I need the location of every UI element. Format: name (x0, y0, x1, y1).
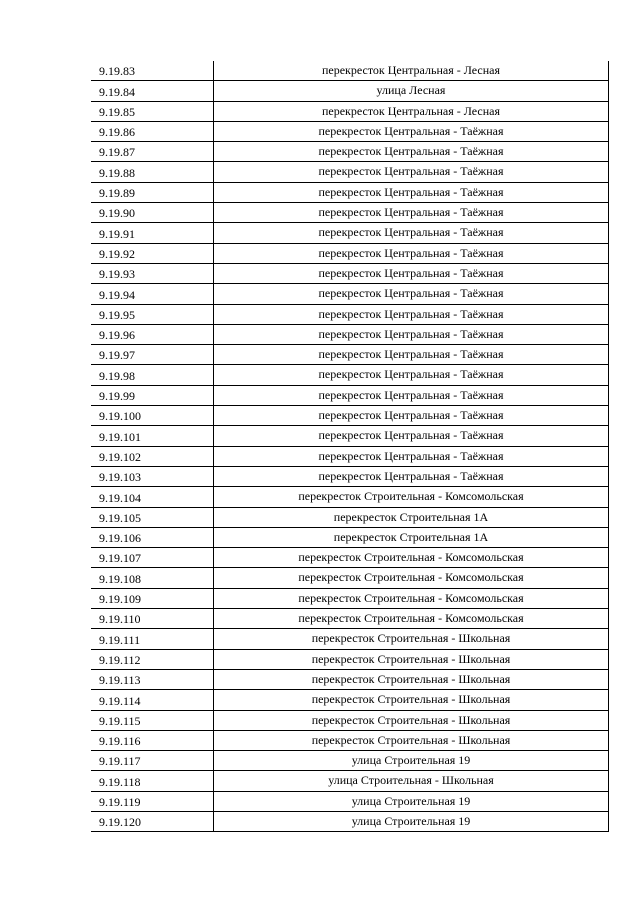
row-number-cell: 9.19.91 (91, 223, 214, 243)
location-cell: перекресток Центральная - Таёжная (214, 324, 609, 344)
table-row (91, 771, 609, 791)
location-cell: перекресток Строительная - Школьная (214, 649, 609, 669)
location-cell: перекресток Строительная - Школьная (214, 690, 609, 710)
row-number-cell: 9.19.95 (91, 304, 214, 324)
table-row (91, 121, 609, 141)
row-number-cell: 9.19.100 (91, 406, 214, 426)
location-cell: перекресток Строительная - Комсомольская (214, 487, 609, 507)
row-number-cell: 9.19.97 (91, 345, 214, 365)
row-number-cell: 9.19.94 (91, 284, 214, 304)
location-cell: перекресток Центральная - Таёжная (214, 162, 609, 182)
table-row (91, 345, 609, 365)
row-number-cell: 9.19.92 (91, 243, 214, 263)
row-number-cell: 9.19.85 (91, 101, 214, 121)
location-cell: перекресток Центральная - Лесная (214, 101, 609, 121)
location-cell: улица Строительная 19 (214, 811, 609, 831)
location-cell: перекресток Строительная - Комсомольская (214, 588, 609, 608)
table-row (91, 730, 609, 750)
row-number-cell: 9.19.108 (91, 568, 214, 588)
table-row (91, 81, 609, 101)
table-row (91, 142, 609, 162)
row-number-cell: 9.19.105 (91, 507, 214, 527)
location-cell: перекресток Строительная - Школьная (214, 730, 609, 750)
location-cell: перекресток Строительная 1А (214, 507, 609, 527)
table-row (91, 446, 609, 466)
row-number-cell: 9.19.101 (91, 426, 214, 446)
row-number-cell: 9.19.109 (91, 588, 214, 608)
table-row (91, 669, 609, 689)
row-number-cell: 9.19.104 (91, 487, 214, 507)
row-number-cell: 9.19.114 (91, 690, 214, 710)
location-cell: перекресток Центральная - Таёжная (214, 345, 609, 365)
location-cell: улица Строительная 19 (214, 751, 609, 771)
row-number-cell: 9.19.120 (91, 811, 214, 831)
row-number-cell: 9.19.112 (91, 649, 214, 669)
location-cell: перекресток Центральная - Таёжная (214, 121, 609, 141)
location-cell: перекресток Центральная - Таёжная (214, 243, 609, 263)
row-number-cell: 9.19.93 (91, 263, 214, 283)
location-cell: перекресток Строительная 1А (214, 527, 609, 547)
row-number-cell: 9.19.107 (91, 548, 214, 568)
location-cell: перекресток Центральная - Таёжная (214, 182, 609, 202)
row-number-cell: 9.19.111 (91, 629, 214, 649)
table-row (91, 324, 609, 344)
location-cell: перекресток Центральная - Таёжная (214, 406, 609, 426)
row-number-cell: 9.19.88 (91, 162, 214, 182)
location-cell: перекресток Строительная - Комсомольская (214, 609, 609, 629)
table-row (91, 487, 609, 507)
table-row (91, 304, 609, 324)
row-number-cell: 9.19.110 (91, 609, 214, 629)
row-number-cell: 9.19.99 (91, 385, 214, 405)
location-cell: перекресток Строительная - Школьная (214, 669, 609, 689)
table-row (91, 263, 609, 283)
location-cell: перекресток Центральная - Лесная (214, 61, 609, 81)
row-number-cell: 9.19.86 (91, 121, 214, 141)
location-cell: улица Лесная (214, 81, 609, 101)
row-number-cell: 9.19.96 (91, 324, 214, 344)
location-cell: перекресток Строительная - Комсомольская (214, 548, 609, 568)
location-cell: перекресток Центральная - Таёжная (214, 426, 609, 446)
table-row (91, 791, 609, 811)
location-cell: перекресток Центральная - Таёжная (214, 223, 609, 243)
row-number-cell: 9.19.116 (91, 730, 214, 750)
row-number-cell: 9.19.103 (91, 466, 214, 486)
row-number-cell: 9.19.87 (91, 142, 214, 162)
table-body (91, 61, 609, 832)
table-row (91, 527, 609, 547)
table-row (91, 385, 609, 405)
location-cell: перекресток Строительная - Школьная (214, 629, 609, 649)
row-number-cell: 9.19.117 (91, 751, 214, 771)
row-number-cell: 9.19.98 (91, 365, 214, 385)
row-number-cell: 9.19.115 (91, 710, 214, 730)
location-cell: перекресток Строительная - Школьная (214, 710, 609, 730)
location-cell: перекресток Строительная - Комсомольская (214, 568, 609, 588)
row-number-cell: 9.19.84 (91, 81, 214, 101)
location-cell: улица Строительная 19 (214, 791, 609, 811)
location-cell: перекресток Центральная - Таёжная (214, 365, 609, 385)
table-row (91, 507, 609, 527)
row-number-cell: 9.19.90 (91, 203, 214, 223)
locations-table (91, 61, 609, 832)
table-row (91, 609, 609, 629)
table-row (91, 629, 609, 649)
location-cell: перекресток Центральная - Таёжная (214, 284, 609, 304)
table-row (91, 751, 609, 771)
table-row (91, 101, 609, 121)
table-row (91, 182, 609, 202)
table-row (91, 548, 609, 568)
row-number-cell: 9.19.113 (91, 669, 214, 689)
row-number-cell: 9.19.119 (91, 791, 214, 811)
table-row (91, 649, 609, 669)
table-row (91, 568, 609, 588)
table-row (91, 710, 609, 730)
table-row (91, 426, 609, 446)
table-row (91, 61, 609, 81)
location-cell: перекресток Центральная - Таёжная (214, 203, 609, 223)
location-cell: перекресток Центральная - Таёжная (214, 304, 609, 324)
table-row (91, 284, 609, 304)
table-row (91, 406, 609, 426)
table-row (91, 162, 609, 182)
row-number-cell: 9.19.102 (91, 446, 214, 466)
row-number-cell: 9.19.89 (91, 182, 214, 202)
row-number-cell: 9.19.106 (91, 527, 214, 547)
location-cell: перекресток Центральная - Таёжная (214, 263, 609, 283)
table-row (91, 365, 609, 385)
table-row (91, 243, 609, 263)
table-row (91, 811, 609, 831)
table-row (91, 690, 609, 710)
location-cell: перекресток Центральная - Таёжная (214, 446, 609, 466)
location-cell: перекресток Центральная - Таёжная (214, 142, 609, 162)
row-number-cell: 9.19.118 (91, 771, 214, 791)
location-cell: перекресток Центральная - Таёжная (214, 466, 609, 486)
table-row (91, 588, 609, 608)
table-row (91, 223, 609, 243)
location-cell: улица Строительная - Школьная (214, 771, 609, 791)
location-cell: перекресток Центральная - Таёжная (214, 385, 609, 405)
row-number-cell: 9.19.83 (91, 61, 214, 81)
table-row (91, 466, 609, 486)
table-row (91, 203, 609, 223)
